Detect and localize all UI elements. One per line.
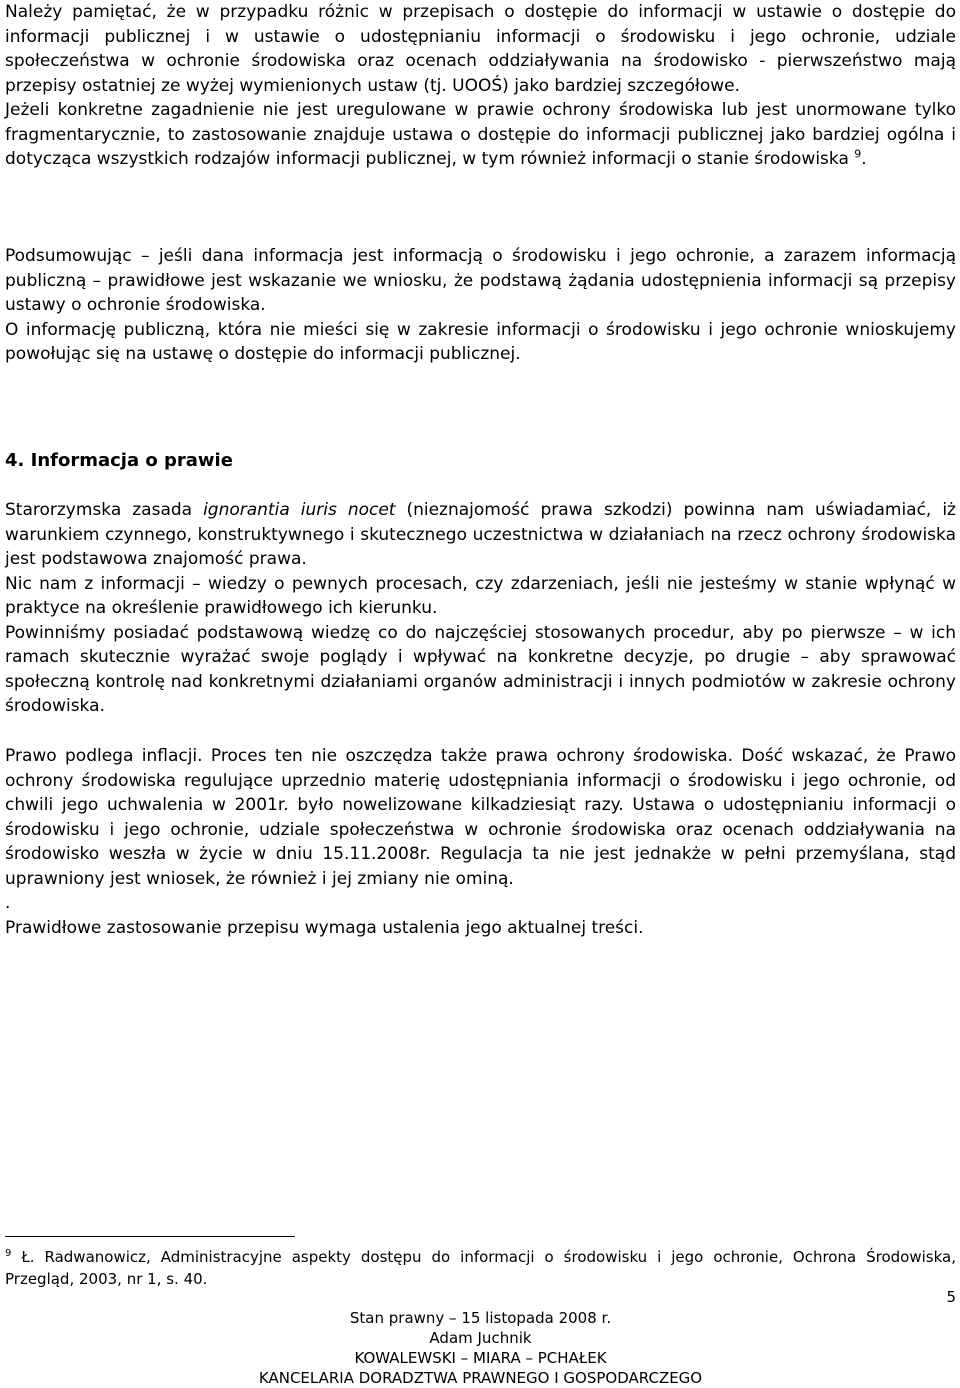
- page-footer: [5, 1308, 956, 1388]
- paragraph-general-law: [5, 98, 956, 172]
- paragraph-knowledge: Nic nam z informacji – wiedzy o pewnych procesach, czy zdarzeniach, jeśli nie jesteśmy w stanie wpłynąć w praktyce na określenie prawidłowego ich kierunku.: [5, 573, 956, 618]
- section-summary: [5, 244, 956, 367]
- footer-firm-names: KOWALEWSKI – MIARA – PCHAŁEK: [354, 1349, 607, 1367]
- paragraph-current-text: Prawidłowe zastosowanie przepisu wymaga ustalenia jego aktualnej treści.: [5, 917, 644, 938]
- section-law-information: [5, 498, 956, 719]
- latin-phrase: ignorantia iuris nocet: [203, 500, 396, 520]
- paragraph-priority-of-laws: Należy pamiętać, że w przypadku różnic w przepisach o dostępie do informacji w ustawie o dostępie do informacji publicznej i w ustawie o udostępnianiu informacji o środowisku i jego ochronie, udziale społeczeństwa w ochronie środowiska oraz ocenach oddziaływania na środowisko - pierwszeństwo mają przepisy ostatniej ze wyżej wymienionych ustaw (tj. UOOŚ) jako bardziej szczegółowe.: [5, 2, 956, 96]
- footer-firm-description: KANCELARIA DORADZTWA PRAWNEGO I GOSPODARCZEGO: [258, 1369, 703, 1387]
- footnote-number: 9: [5, 1248, 12, 1259]
- paragraph-roman-principle: [5, 498, 956, 572]
- footnote-reference[interactable]: 9: [854, 147, 862, 161]
- section-access-rules: [5, 0, 956, 172]
- section-heading: 4. Informacja o prawie: [5, 450, 233, 471]
- roman-principle-start: Starorzymska zasada: [5, 500, 204, 520]
- document-page: [5, 0, 956, 1388]
- stray-dot: .: [5, 893, 11, 913]
- paragraph-general-law-end: .: [861, 149, 867, 169]
- paragraph-summary: Podsumowując – jeśli dana informacja jest informacją o środowisku i jego ochronie, a zarazem informacją publiczną – prawidłowe jest wskazanie we wniosku, że podstawą żądania udostępnienia informacji są przepisy ustawy o ochronie środowiska.: [5, 246, 956, 315]
- paragraph-law-inflation: Prawo podlega inflacji. Proces ten nie oszczędza także prawa ochrony środowiska. Dość wskazać, że Prawo ochrony środowiska regulujące uprzednio materię udostępniania informacji o środowisku i jego ochronie, od chwili jego uchwalenia w 2001r. było nowelizowane kilkadziesiąt razy. Ustawa o udostępnianiu informacji o środowisku i jego ochronie, udziale społeczeństwa w ochronie środowiska oraz ocenach oddziaływania na środowisko weszła w życie w dniu 15.11.2008r. Regulacja ta nie jest jednakże w pełni przemyślana, stąd uprawniony jest wniosek, że również i jej zmiany nie ominą.: [5, 746, 956, 889]
- section-law-inflation: [5, 744, 956, 940]
- footnote-text: Ł. Radwanowicz, Administracyjne aspekty dostępu do informacji o środowisku i jego ochronie, Ochrona Środowiska, Przegląd, 2003, nr 1, s. 40.: [5, 1248, 956, 1288]
- footnote-separator: [5, 1236, 295, 1237]
- footer-legal-status: Stan prawny – 15 listopada 2008 r.: [349, 1309, 612, 1327]
- page-number: 5: [946, 1288, 956, 1306]
- roman-principle-end: (nieznajomość prawa szkodzi) powinna nam uświadamiać, iż warunkiem czynnego, konstruktywnego i skutecznego uczestnictwa w działaniach na rzecz ochrony środowiska jest podstawowa znajomość prawa.: [5, 500, 956, 569]
- paragraph-general-law-text: Jeżeli konkretne zagadnienie nie jest uregulowane w prawie ochrony środowiska lub jest unormowane tylko fragmentarycznie, to zastosowanie znajduje ustawa o dostępie do informacji publicznej jako bardziej ogólna i dotycząca wszystkich rodzajów informacji publicznej, w tym również informacji o stanie środowiska: [5, 100, 956, 169]
- paragraph-public-info-request: O informację publiczną, która nie mieści się w zakresie informacji o środowisku i jego ochronie wnioskujemy powołując się na ustawę o dostępie do informacji publicznej.: [5, 319, 956, 364]
- footer-author: Adam Juchnik: [429, 1329, 532, 1347]
- paragraph-procedures: Powinniśmy posiadać podstawową wiedzę co do najczęściej stosowanych procedur, aby po pierwsze – w ich ramach skutecznie wyrażać swoje poglądy i wpływać na konkretne decyzje, po drugie – aby sprawować społeczną kontrolę nad konkretnymi działaniami organów administracji i innych podmiotów w zakresie ochrony środowiska.: [5, 622, 956, 716]
- footnote: [5, 1246, 956, 1290]
